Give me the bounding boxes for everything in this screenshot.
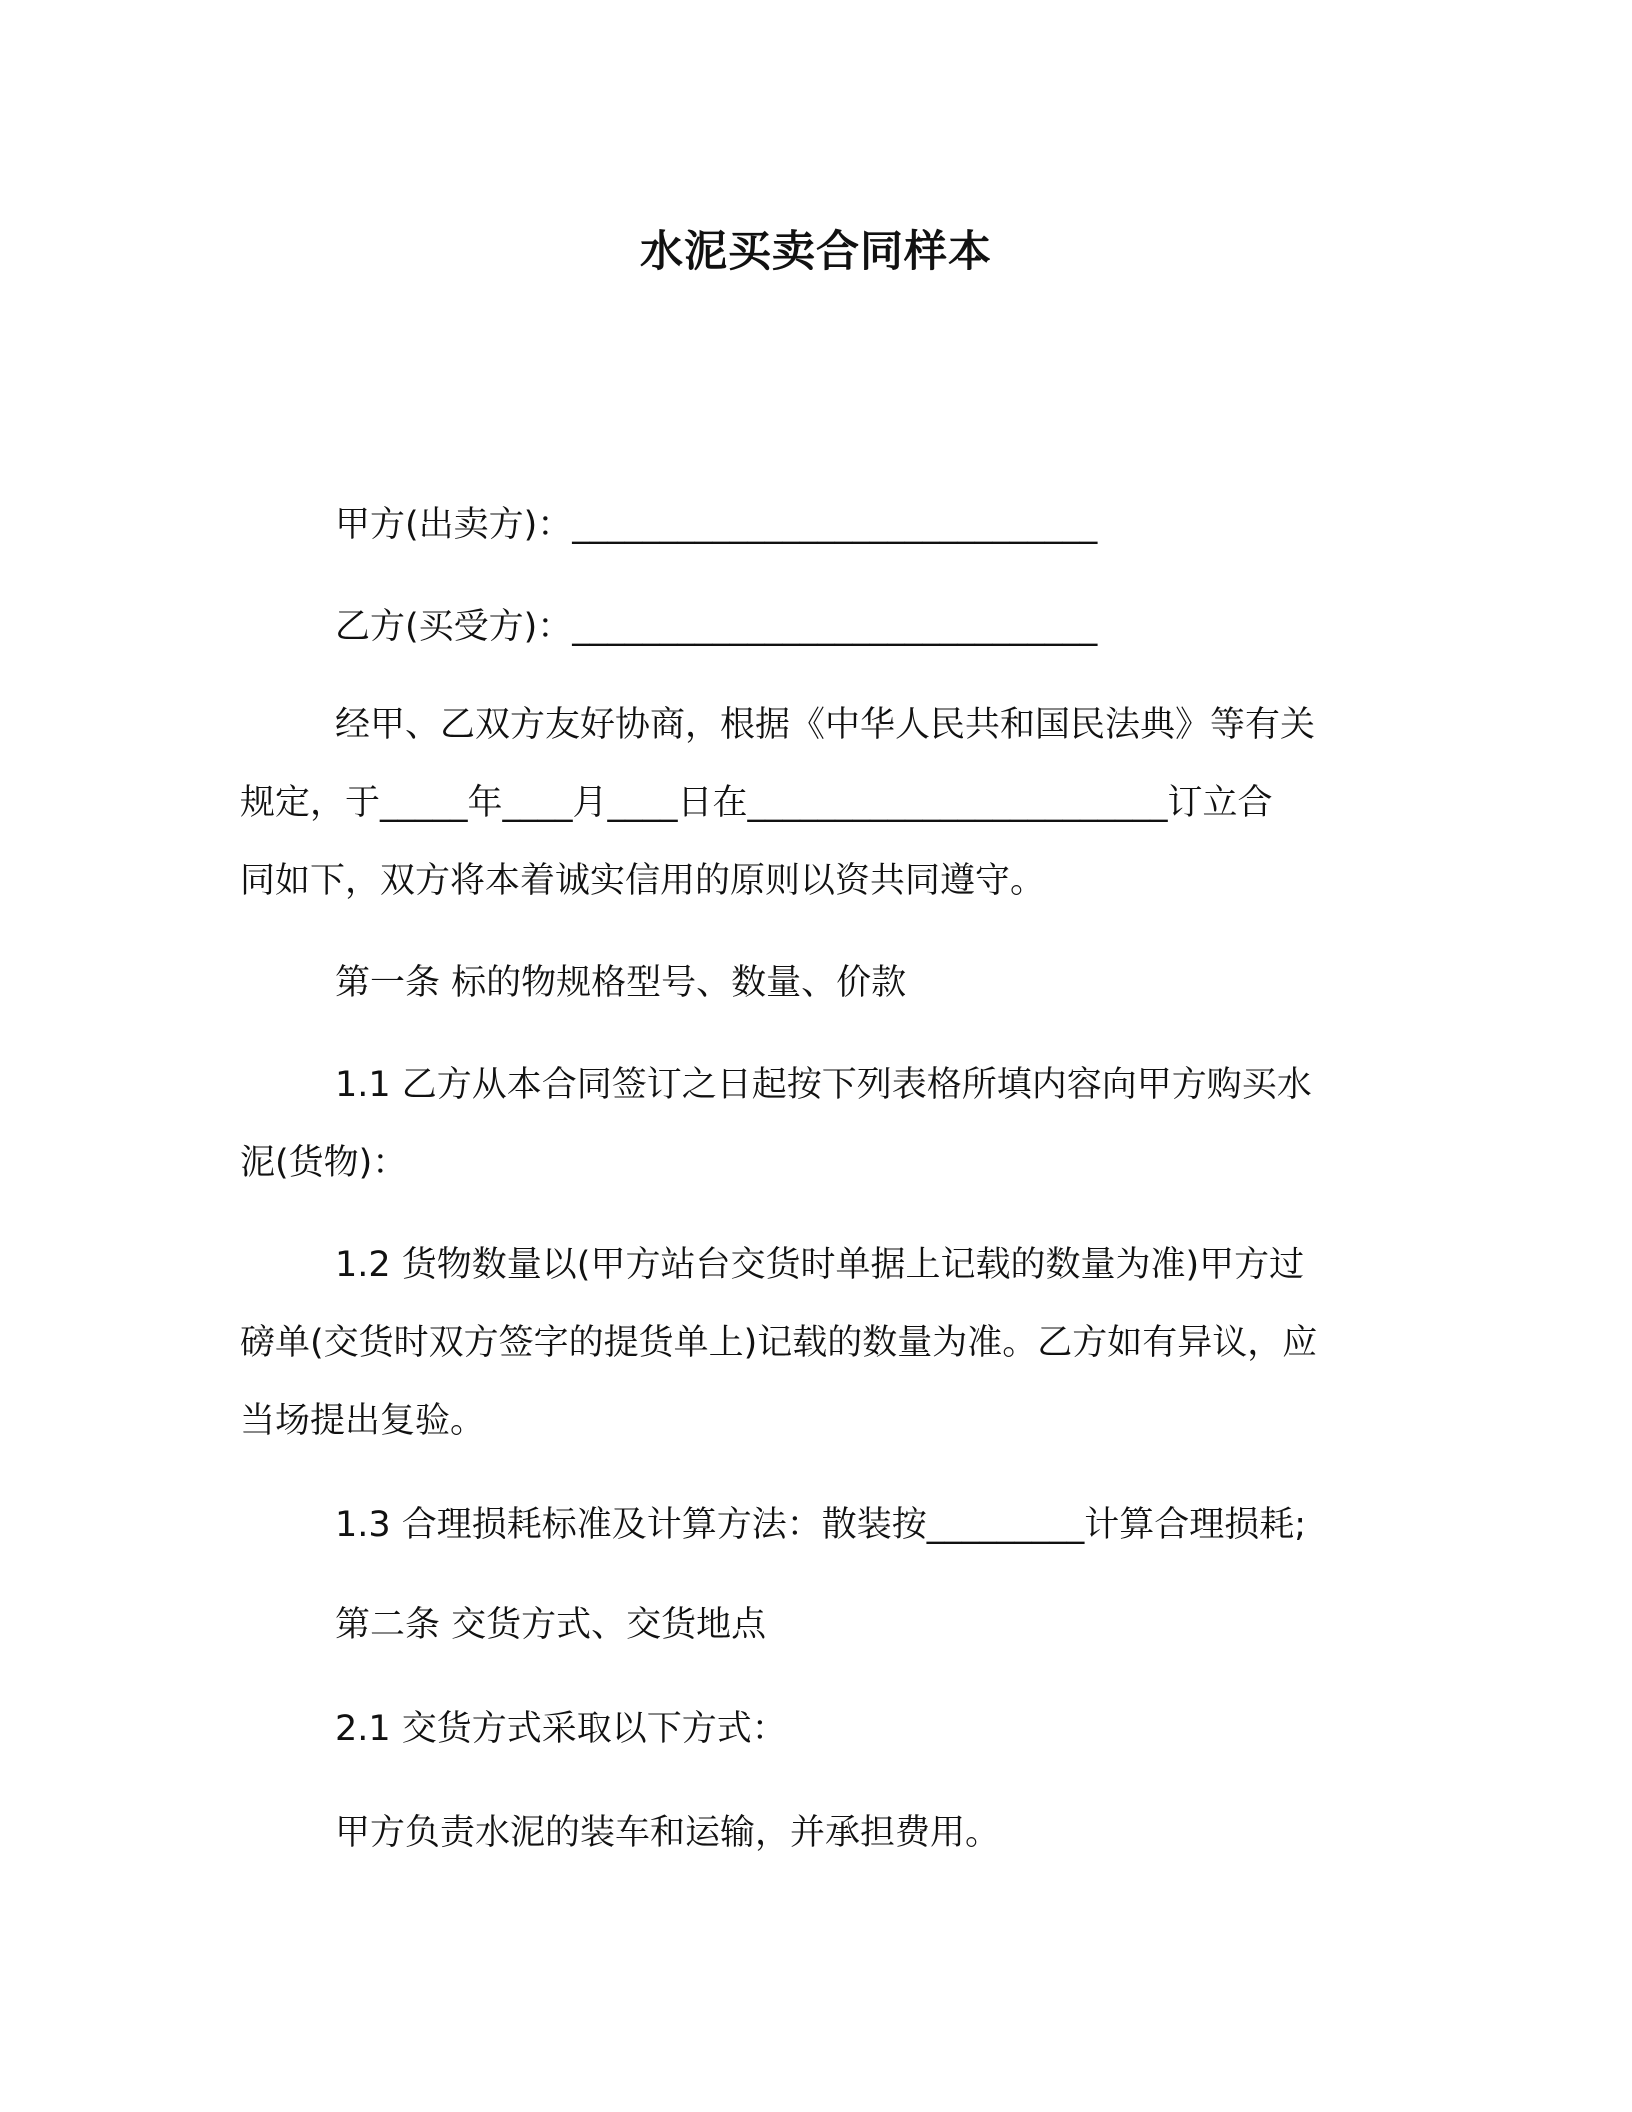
article-2-heading-text: 第二条 交货方式、交货地点 xyxy=(335,1605,767,1645)
intro-paragraph xyxy=(240,686,1390,920)
document-title: 水泥买卖合同样本 xyxy=(640,227,992,277)
clause-1-3-text: 1.3 合理损耗标准及计算方法：散装按_________计算合理损耗; xyxy=(335,1505,1307,1545)
clause-1-2-line-1-text: 1.2 货物数量以(甲方站台交货时单据上记载的数量为准)甲方过 xyxy=(335,1245,1305,1285)
party-a-text: 甲方(出卖方)：______________________________ xyxy=(335,505,1098,545)
clause-1-1-line-2: 泥(货物)： xyxy=(240,1143,408,1183)
clause-1-2-line-3: 当场提出复验。 xyxy=(240,1401,486,1441)
intro-line-1 xyxy=(240,686,1390,764)
clause-2-1-option-text: 甲方负责水泥的装车和运输，并承担费用。 xyxy=(335,1813,1001,1853)
clause-1-1 xyxy=(240,1046,1390,1202)
party-b-text: 乙方(买受方)：______________________________ xyxy=(335,607,1098,647)
clause-1-2-line-1 xyxy=(240,1226,1390,1304)
party-b-line xyxy=(240,588,1390,666)
intro-line-3: 同如下，双方将本着诚实信用的原则以资共同遵守。 xyxy=(240,861,1046,901)
clause-2-1-option xyxy=(240,1794,1390,1872)
intro-line-2: 规定，于_____年____月____日在________________________订立合 xyxy=(240,783,1273,823)
article-1-heading-text: 第一条 标的物规格型号、数量、价款 xyxy=(335,963,907,1003)
clause-2-1-text: 2.1 交货方式采取以下方式： xyxy=(335,1709,787,1749)
party-a-line xyxy=(240,486,1390,564)
article-1-heading xyxy=(240,944,1390,1022)
intro-line-1-text: 经甲、乙双方友好协商，根据《中华人民共和国民法典》等有关 xyxy=(335,705,1316,745)
clause-1-1-line-1 xyxy=(240,1046,1390,1124)
clause-1-2-line-2: 磅单(交货时双方签字的提货单上)记载的数量为准。乙方如有异议，应 xyxy=(240,1323,1318,1363)
clause-1-2 xyxy=(240,1226,1390,1460)
clause-2-1 xyxy=(240,1690,1390,1768)
clause-1-3 xyxy=(240,1486,1390,1564)
clause-1-1-line-1-text: 1.1 乙方从本合同签订之日起按下列表格所填内容向甲方购买水 xyxy=(335,1065,1312,1105)
article-2-heading xyxy=(240,1586,1390,1664)
